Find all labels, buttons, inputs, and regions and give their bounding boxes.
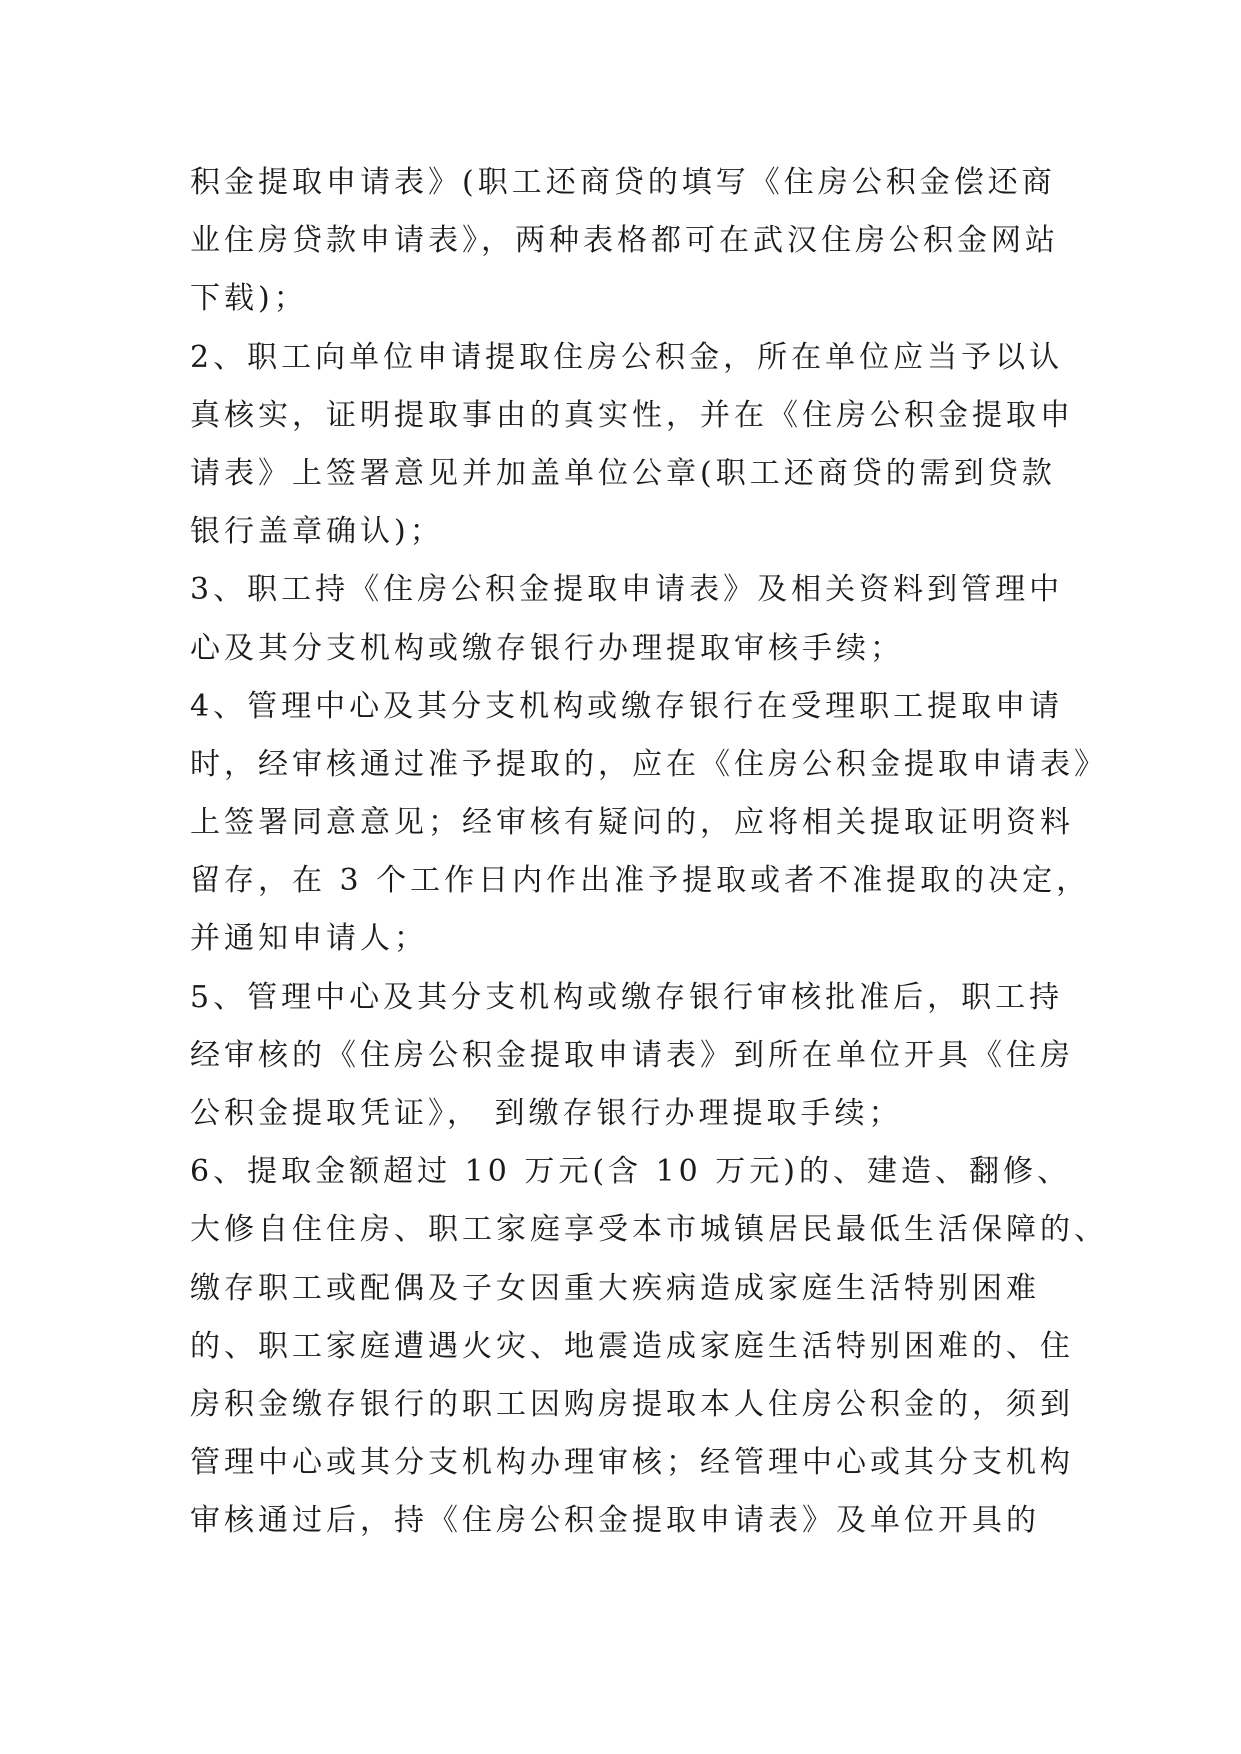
- text-line: 银行盖章确认)；: [190, 514, 444, 550]
- text-line: 3、职工持《住房公积金提取申请表》及相关资料到管理中: [190, 572, 1064, 608]
- text-line: 管理中心或其分支机构办理审核；经管理中心或其分支机构: [190, 1445, 1074, 1481]
- text-line: 房积金缴存银行的职工因购房提取本人住房公积金的，须到: [190, 1386, 1074, 1422]
- text-line: 6、提取金额超过 10 万元(含 10 万元)的、建造、翻修、: [190, 1154, 1071, 1190]
- text-line: 心及其分支机构或缴存银行办理提取审核手续；: [190, 630, 904, 666]
- text-line: 业住房贷款申请表》，两种表格都可在武汉住房公积金网站: [190, 223, 1059, 259]
- text-line: 积金提取申请表》(职工还商贷的填写《住房公积金偿还商: [190, 165, 1056, 200]
- text-line: 时，经审核通过准予提取的，应在《住房公积金提取申请表》: [190, 746, 1108, 782]
- text-line: 缴存职工或配偶及子女因重大疾病造成家庭生活特别困难: [190, 1270, 1040, 1306]
- text-line: 的、职工家庭遭遇火灾、地震造成家庭生活特别困难的、住: [190, 1328, 1074, 1364]
- text-line: 大修自住住房、职工家庭享受本市城镇居民最低生活保障的、: [190, 1212, 1108, 1248]
- text-line: 真核实，证明提取事由的真实性，并在《住房公积金提取申: [190, 397, 1074, 433]
- text-line: 5、管理中心及其分支机构或缴存银行审核批准后，职工持: [190, 979, 1064, 1015]
- text-line: 上签署同意意见；经审核有疑问的，应将相关提取证明资料: [190, 805, 1074, 841]
- text-line: 经审核的《住房公积金提取申请表》到所在单位开具《住房: [190, 1037, 1074, 1073]
- text-line: 2、职工向单位申请提取住房公积金，所在单位应当予以认: [190, 339, 1064, 375]
- text-line: 并通知申请人；: [190, 921, 428, 957]
- text-line: 下载)；: [190, 281, 308, 317]
- text-line: 审核通过后，持《住房公积金提取申请表》及单位开具的: [190, 1503, 1040, 1539]
- text-line: 4、管理中心及其分支机构或缴存银行在受理职工提取申请: [190, 688, 1064, 724]
- text-line: 请表》上签署意见并加盖单位公章(职工还商贷的需到贷款: [190, 455, 1056, 491]
- text-line: 公积金提取凭证》， 到缴存银行办理提取手续；: [190, 1096, 903, 1131]
- text-line: 留存，在 3 个工作日内作出准予提取或者不准提取的决定，: [190, 863, 1091, 899]
- document-body: [190, 154, 1108, 1551]
